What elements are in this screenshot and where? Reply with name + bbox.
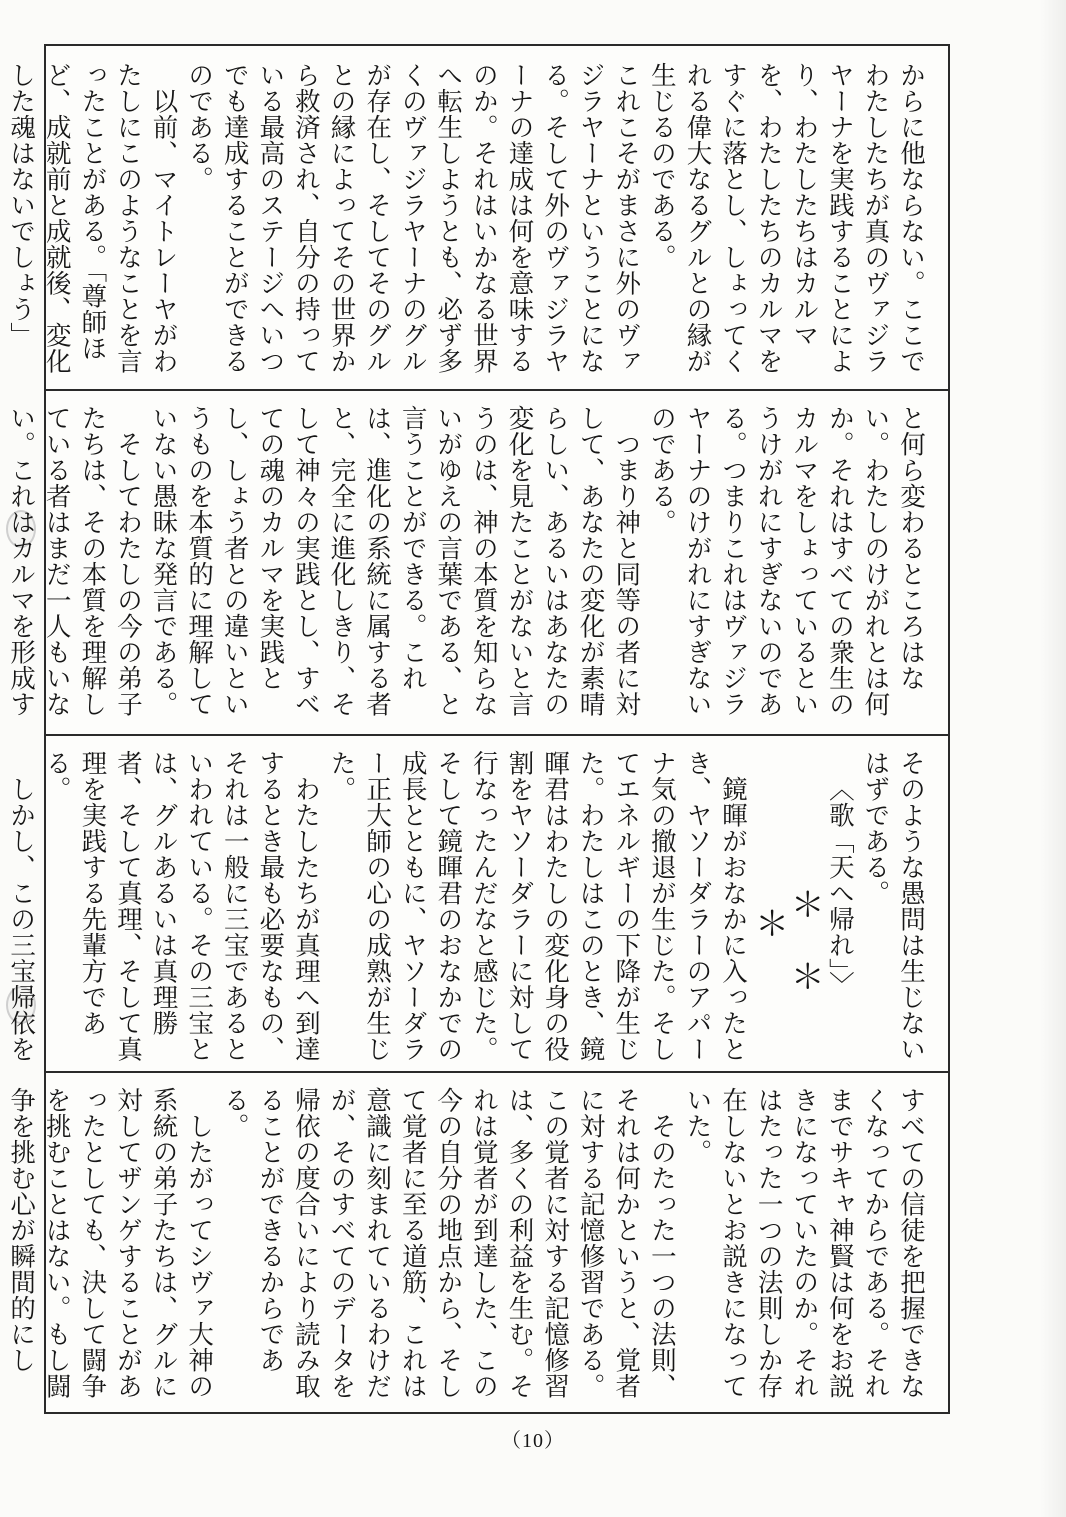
tier-divider-1 [46, 389, 948, 391]
paragraph: わたしたちが真理へ到達するとき最も必要なもの、それは一般に三宝であるといわれている。その三宝とは、グルあるいは真理勝者、そして真理、そして真理を実践する先輩方である。 [41, 750, 321, 1062]
page-edge-shadow [1040, 0, 1066, 1517]
song-title: 〈歌「天へ帰れ」〉 [824, 775, 855, 997]
tier-3-text [6, 750, 928, 1063]
paragraph: つまり神と同等の者に対して、あなたの変化が素晴らしい、あるいはあなたの変化を見たことがないと言うのは、神の本質を知らないがゆえの言葉である、と言うことができる。これは、進化の系統に属する者と、完全に進化しきり、そして神々の実践とし、すべての魂のカルマを実践とし、しょう者との違いというものを本質的に理解していない愚昧な発言である。 [148, 405, 642, 717]
tier-4-text [6, 1087, 928, 1400]
paragraph: そのような愚問は生じないはずである。 [860, 750, 926, 1062]
tier-2-text [6, 405, 928, 718]
paragraph: 以前、マイトレーヤがわたしにこのようなことを言ったことがある。「尊師ほど、成就前と成就後、変化した魂はないでしょう」 [6, 62, 179, 374]
text-tier-2 [6, 395, 948, 728]
paragraph: そしてわたしの今の弟子たちは、その本質を理解している者はまだ一人もいない。これはカルマを形成す [6, 405, 143, 717]
paragraph: これこそがまさに外のヴァジラヤーナということになる。そして外のヴァジラヤーナの達成は何を意味するのか。それはいかなる世界へ転生しようとも、必ず多くのヴァジラヤーナのグルが存在し、そしてそのグルとの縁によってその世界から救済され、自分の持っている最高のステージへいつでも達成することができるのである。 [184, 62, 642, 374]
paragraph: からに他ならない。ここでわたしたちが真のヴァジラヤーナを実践することにより、わたしたちはカルマを、わたしたちのカルマをすぐに落とし、しょってくれる偉大なるグルとの縁が生じるのである。 [646, 62, 926, 374]
page-number: （10） [501, 1430, 565, 1452]
paragraph: したがってシヴァ大神の系統の弟子たちは、グルに対してザンゲすることがあったとしても、決して闘争を挑むことはない。もし闘争を挑む心が瞬間的にし [6, 1087, 215, 1399]
text-tier-1 [6, 52, 948, 385]
text-tier-4 [6, 1077, 948, 1410]
section-break-asterisks: ＊＊＊ [748, 886, 825, 1031]
paragraph: しかし、この三宝帰依を [6, 775, 37, 1062]
paragraph: と何ら変わるところはない。わたしのけがれとは何か。それはすべての衆生のカルマをしょっているというけがれにすぎないのである。つまりこれはヴァジラヤーナのけがれにすぎないのである。 [646, 405, 926, 717]
paragraph: そのたった一つの法則、それは何かというと、覚者に対する記憶修習である。この覚者に対する記憶修習は、多くの利益を生む。それは覚者が到達した、この今の自分の地点から、そして覚者に至る道筋、これは意識に刻まれているわけだが、そのすべてのデータを帰依の度合いにより読み取ることができるからである。 [219, 1087, 677, 1399]
paragraph: 鏡暉がおなかに入ったとき、ヤソーダラーのアパーナ気の撤退が生じた。そしてエネルギーの下降が生じた。わたしはこのとき、鏡暉君はわたしの変化身の役割をヤソーダラーに対して行なったんだなと感じた。そして鏡暉君のおなかでの成長とともに、ヤソーダラー正大師の心の成熟が生じた。 [326, 750, 749, 1062]
tier-1-text [6, 62, 928, 375]
paragraph: すべての信徒を把握できなくなってからである。それまでサキャ神賢は何をお説きになっていたのか。それはたった一つの法則しか存在しないとお説きになっていた。 [682, 1087, 926, 1399]
text-tier-3 [6, 740, 948, 1073]
tier-divider-2 [46, 734, 948, 736]
page-frame [6, 44, 950, 1414]
